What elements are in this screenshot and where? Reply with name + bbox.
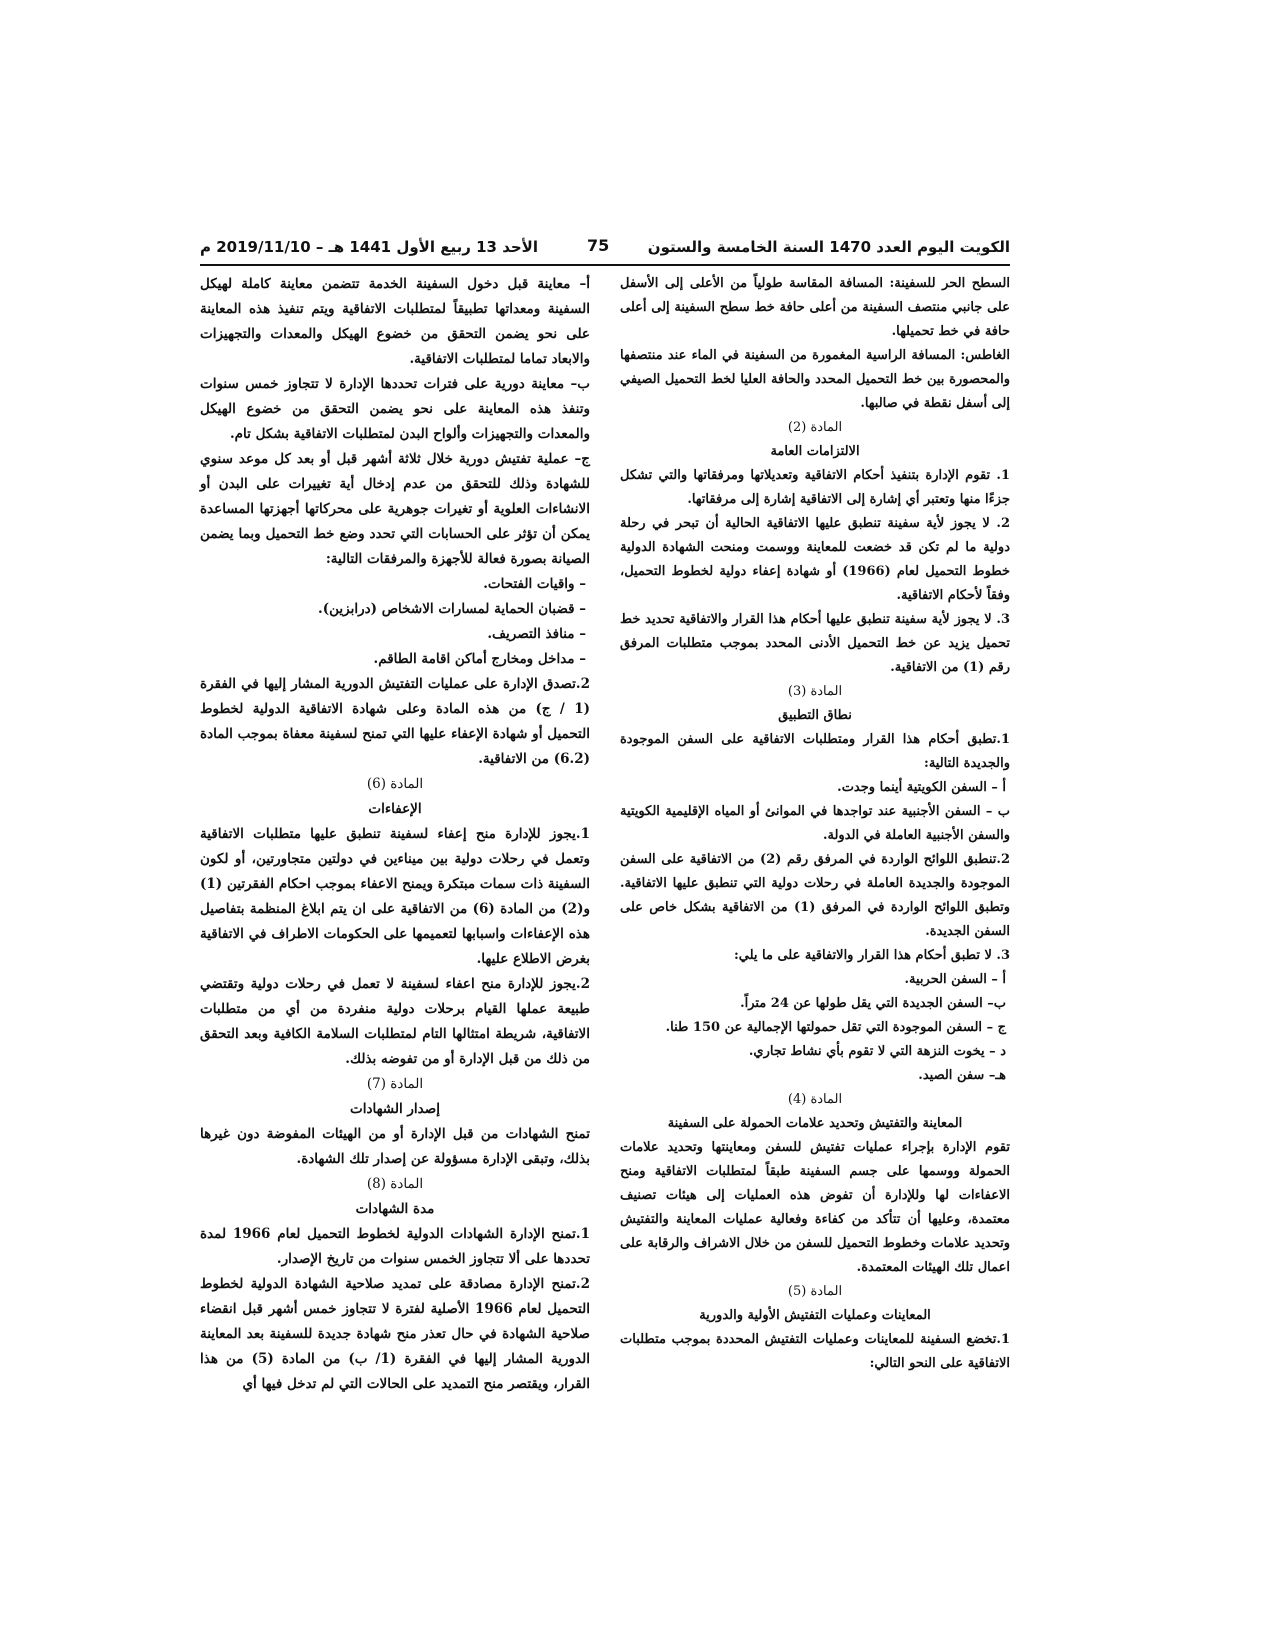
paragraph: 2.تصدق الإدارة على عمليات التفتيش الدورية المشار إليها في الفقرة (1 / ج) من هذه المادة وعلى شهادة الاتفاقية الدولية لخطوط التحميل أو شهادة الإعفاء عليها التي تمنح لسفينة معفاة بموجب المادة (6.2) من الاتفاقية. bbox=[200, 676, 590, 767]
article-number: المادة (5) bbox=[787, 1284, 843, 1299]
list-item: – مداخل ومخارج أماكن اقامة الطاقم. bbox=[373, 651, 586, 667]
paragraph: ب– معاينة دورية على فترات تحددها الإدارة لا تتجاوز خمس سنوات وتنفذ هذه المعاينة على نحو يضمن التحقق من خضوع الهيكل والمعدات والتجهيزات وألواح البدن لمتطلبات الاتفاقية بشكل تام. bbox=[200, 376, 590, 442]
page-number: 75 bbox=[587, 236, 610, 255]
article-heading: مدة الشهادات bbox=[355, 1201, 435, 1217]
list-item: د – يخوت النزهة التي لا تقوم بأي نشاط تجاري. bbox=[748, 1044, 1006, 1059]
issue-date: الأحد 13 ربيع الأول 1441 هـ – 2019/11/10 م bbox=[200, 238, 538, 256]
article-number: المادة (8) bbox=[366, 1176, 424, 1192]
article-number: المادة (4) bbox=[787, 1092, 843, 1107]
paragraph: 1.يجوز للإدارة منح إعفاء لسفينة تنطبق عليها متطلبات الاتفاقية وتعمل في رحلات دولية بين ميناءين في دولتين متجاورتين، أو لكون السفينة ذات سمات مبتكرة ويمنح الاعفاء بموجب احكام الفقرتين (1) و(2) من المادة (6) من الاتفاقية على ان يتم ابلاغ المنظمة بتفاصيل هذه الإعفاءات واسبابها لتعميمها على الحكومات الاطراف في الاتفاقية بغرض الاطلاع عليها. bbox=[200, 826, 590, 967]
list-item: – واقيات الفتحات. bbox=[483, 576, 586, 592]
paragraph: ج– عملية تفتيش دورية خلال ثلاثة أشهر قبل أو بعد كل موعد سنوي للشهادة وذلك للتحقق من عدم إدخال أية تغييرات على البدن أو الانشاءات العلوية أو تغيرات جوهرية على محركاتها أجهزتها المساعدة يمكن أن تؤثر على الحسابات التي تحدد وضع خط التحميل وبما يضمن الصيانة بصورة فعالة للأجهزة والمرفقات التالية: bbox=[200, 451, 590, 567]
article-number: المادة (3) bbox=[787, 684, 843, 699]
paragraph: 3. لا تطبق أحكام هذا القرار والاتفاقية على ما يلي: bbox=[733, 948, 1010, 963]
paragraph: 2. لا يجوز لأية سفينة تنطبق عليها الاتفاقية الحالية أن تبحر في رحلة دولية ما لم تكن قد خضعت للمعاينة ووسمت ومنحت الشهادة الدولية خطوط التحميل لعام (1966) أو شهادة إعفاء دولية لخطوط التحميل، وفقاً لأحكام الاتفاقية. bbox=[620, 516, 1010, 603]
paragraph: أ– معاينة قبل دخول السفينة الخدمة تتضمن معاينة كاملة لهيكل السفينة ومعداتها تطبيقاً لمتطلبات الاتفاقية ويتم تنفيذ هذه المعاينة على نحو يضمن التحقق من خضوع الهيكل والمعدات والتجهيزات والابعاد تماما لمتطلبات الاتفاقية. bbox=[200, 276, 590, 367]
article-number: المادة (6) bbox=[366, 776, 424, 792]
paragraph: 3. لا يجوز لأية سفينة تنطبق عليها أحكام هذا القرار والاتفاقية تحديد خط تحميل يزيد عن خط التحميل الأدنى المحدد بموجب متطلبات المرفق رقم (1) من الاتفاقية. bbox=[620, 612, 1010, 675]
page-header bbox=[200, 234, 1010, 266]
article-number: المادة (7) bbox=[366, 1076, 424, 1092]
article-number: المادة (2) bbox=[787, 420, 843, 435]
paragraph: تقوم الإدارة بإجراء عمليات تفتيش للسفن ومعاينتها وتحديد علامات الحمولة ووسمها على جسم السفينة طبقاً لمتطلبات الاتفاقية ومنح الاعفاءات لها وللإدارة أن تفوض هذه العمليات إلى هيئات تصنيف معتمدة، وعليها أن تتأكد من كفاءة وفعالية عمليات المعاينة والتفتيش وتحديد علامات وخطوط التحميل للسفن من خلال الاشراف والرقابة على اعمال تلك الهيئات المعتمدة. bbox=[620, 1140, 1010, 1275]
article-heading: الإعفاءات bbox=[368, 801, 422, 817]
list-item: هـ– سفن الصيد. bbox=[918, 1068, 1006, 1083]
list-item: أ – السفن الحربية. bbox=[904, 972, 1006, 987]
list-item: أ – السفن الكويتية أينما وجدت. bbox=[837, 780, 1006, 795]
paragraph: 2.تمنح الإدارة مصادقة على تمديد صلاحية الشهادة الدولية لخطوط التحميل لعام 1966 الأصلية لفترة لا تتجاوز خمس أشهر قبل انقضاء صلاحية الشهادة في حال تعذر منح شهادة جديدة للسفينة بعد المعاينة الدورية المشار إليها في الفقرة (1/ ب) من المادة (5) من هذا القرار، ويقتصر منح التمديد على الحالات التي لم تدخل فيها أي bbox=[200, 1276, 590, 1392]
article-heading: إصدار الشهادات bbox=[350, 1101, 440, 1117]
list-item: ج – السفن الموجودة التي تقل حمولتها الإجمالية عن 150 طنا. bbox=[665, 1020, 1006, 1035]
article-heading: نطاق التطبيق bbox=[778, 708, 852, 723]
paragraph: 1.تخضع السفينة للمعاينات وعمليات التفتيش المحددة بموجب متطلبات الاتفاقية على النحو التالي: bbox=[620, 1332, 1010, 1371]
article-heading: الالتزامات العامة bbox=[770, 444, 860, 459]
paragraph: 1. تقوم الإدارة بتنفيذ أحكام الاتفاقية وتعديلاتها ومرفقاتها والتي تشكل جزءًا منها وتعتبر أي إشارة إلى الاتفاقية إشارة إلى مرفقاتها. bbox=[620, 468, 1010, 507]
paragraph: 2.يجوز للإدارة منح اعفاء لسفينة لا تعمل في رحلات دولية وتقتضي طبيعة عملها القيام برحلات دولية منفردة من أي من متطلبات الاتفاقية، شريطة امتثالها التام لمتطلبات السلامة الكافية وبعد التحقق من ذلك من قبل الإدارة أو من تفوضه بذلك. bbox=[200, 976, 590, 1067]
list-item: – قضبان الحماية لمسارات الاشخاص (درابزين). bbox=[318, 601, 586, 617]
article-heading: المعاينة والتفتيش وتحديد علامات الحمولة على السفينة bbox=[667, 1116, 963, 1131]
article-heading: المعاينات وعمليات التفتيش الأولية والدورية bbox=[699, 1308, 931, 1323]
paragraph: تمنح الشهادات من قبل الإدارة أو من الهيئات المفوضة دون غيرها بذلك، وتبقى الإدارة مسؤولة عن إصدار تلك الشهادة. bbox=[200, 1126, 590, 1167]
paragraph: ب – السفن الأجنبية عند تواجدها في الموانئ أو المياه الإقليمية الكويتية والسفن الأجنبية العاملة في الدولة. bbox=[620, 804, 1010, 843]
right-text-column bbox=[620, 272, 1010, 1376]
gazette-issue-info: الكويت اليوم العدد 1470 السنة الخامسة والستون bbox=[647, 238, 1010, 256]
paragraph: 1.تطبق أحكام هذا القرار ومتطلبات الاتفاقية على السفن الموجودة والجديدة التالية: bbox=[620, 732, 1010, 771]
paragraph: السطح الحر للسفينة: المسافة المقاسة طولياً من الأعلى إلى الأسفل على جانبي منتصف السفينة من أعلى حافة خط سطح السفينة إلى أعلى حافة في خط تحميلها. bbox=[620, 276, 1010, 339]
list-item: ب– السفن الجديدة التي يقل طولها عن 24 متراً. bbox=[740, 996, 1006, 1011]
left-text-column bbox=[200, 272, 590, 1397]
paragraph: الغاطس: المسافة الراسية المغمورة من السفينة في الماء عند منتصفها والمحصورة بين خط التحميل المحدد والحافة العليا لخط التحميل الصيفي إلى أسفل نقطة في صالبها. bbox=[620, 348, 1010, 411]
paragraph: 2.تنطبق اللوائح الواردة في المرفق رقم (2) من الاتفاقية على السفن الموجودة والجديدة العاملة في رحلات دولية التي تنطبق عليها الاتفاقية. وتطبق اللوائح الواردة في المرفق (1) من الاتفاقية بشكل خاص على السفن الجديدة. bbox=[620, 852, 1011, 939]
list-item: – منافذ التصريف. bbox=[487, 626, 586, 642]
paragraph: 1.تمنح الإدارة الشهادات الدولية لخطوط التحميل لعام 1966 لمدة تحددها على ألا تتجاوز الخمس سنوات من تاريخ الإصدار. bbox=[200, 1226, 590, 1267]
